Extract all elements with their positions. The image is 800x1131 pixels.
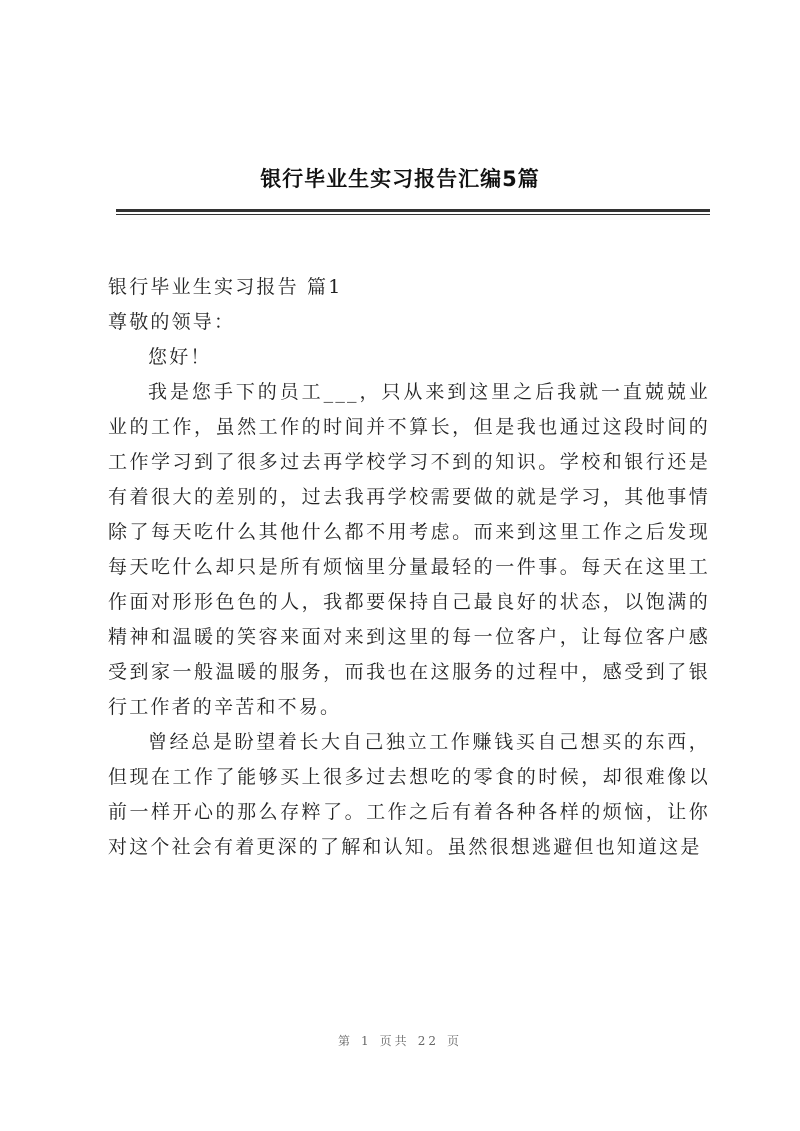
title-divider-thick	[116, 209, 710, 212]
section-title: 银行毕业生实习报告 篇1	[108, 276, 343, 298]
document-body	[108, 270, 710, 865]
paragraph: 曾经总是盼望着长大自己独立工作赚钱买自己想买的东西，但现在工作了能够买上很多过去想吃的零食的时候，却很难像以前一样开心的那么存粹了。工作之后有着各种各样的烦恼，让你对这个社会有着更深的了解和认知。虽然很想逃避但也知道这是	[108, 731, 710, 858]
greeting: 您好！	[148, 346, 212, 368]
footer-page-label: 第	[338, 1034, 354, 1048]
footer-pages-label: 页	[446, 1034, 462, 1048]
document-title: 银行毕业生实习报告汇编5篇	[260, 167, 540, 191]
footer-current-page: 1	[361, 1034, 372, 1048]
title-divider-thin	[116, 214, 710, 215]
footer-total-pages: 22	[417, 1034, 439, 1048]
salutation: 尊敬的领导：	[108, 311, 236, 333]
footer-of-label: 页共	[379, 1034, 410, 1048]
paragraph: 我是您手下的员工___，只从来到这里之后我就一直兢兢业业的工作，虽然工作的时间并不算长，但是我也通过这段时间的工作学习到了很多过去再学校学习不到的知识。学校和银行还是有着很大的差别的，过去我再学校需要做的就是学习，其他事情除了每天吃什么其他什么都不用考虑。而来到这里工作之后发现每天吃什么却只是所有烦恼里分量最轻的一件事。每天在这里工作面对形形色色的人，我都要保持自己最良好的状态，以饱满的精神和温暖的笑容来面对来到这里的每一位客户，让每位客户感受到家一般温暖的服务，而我也在这服务的过程中，感受到了银行工作者的辛苦和不易。	[108, 381, 710, 718]
page-footer	[0, 1032, 800, 1049]
